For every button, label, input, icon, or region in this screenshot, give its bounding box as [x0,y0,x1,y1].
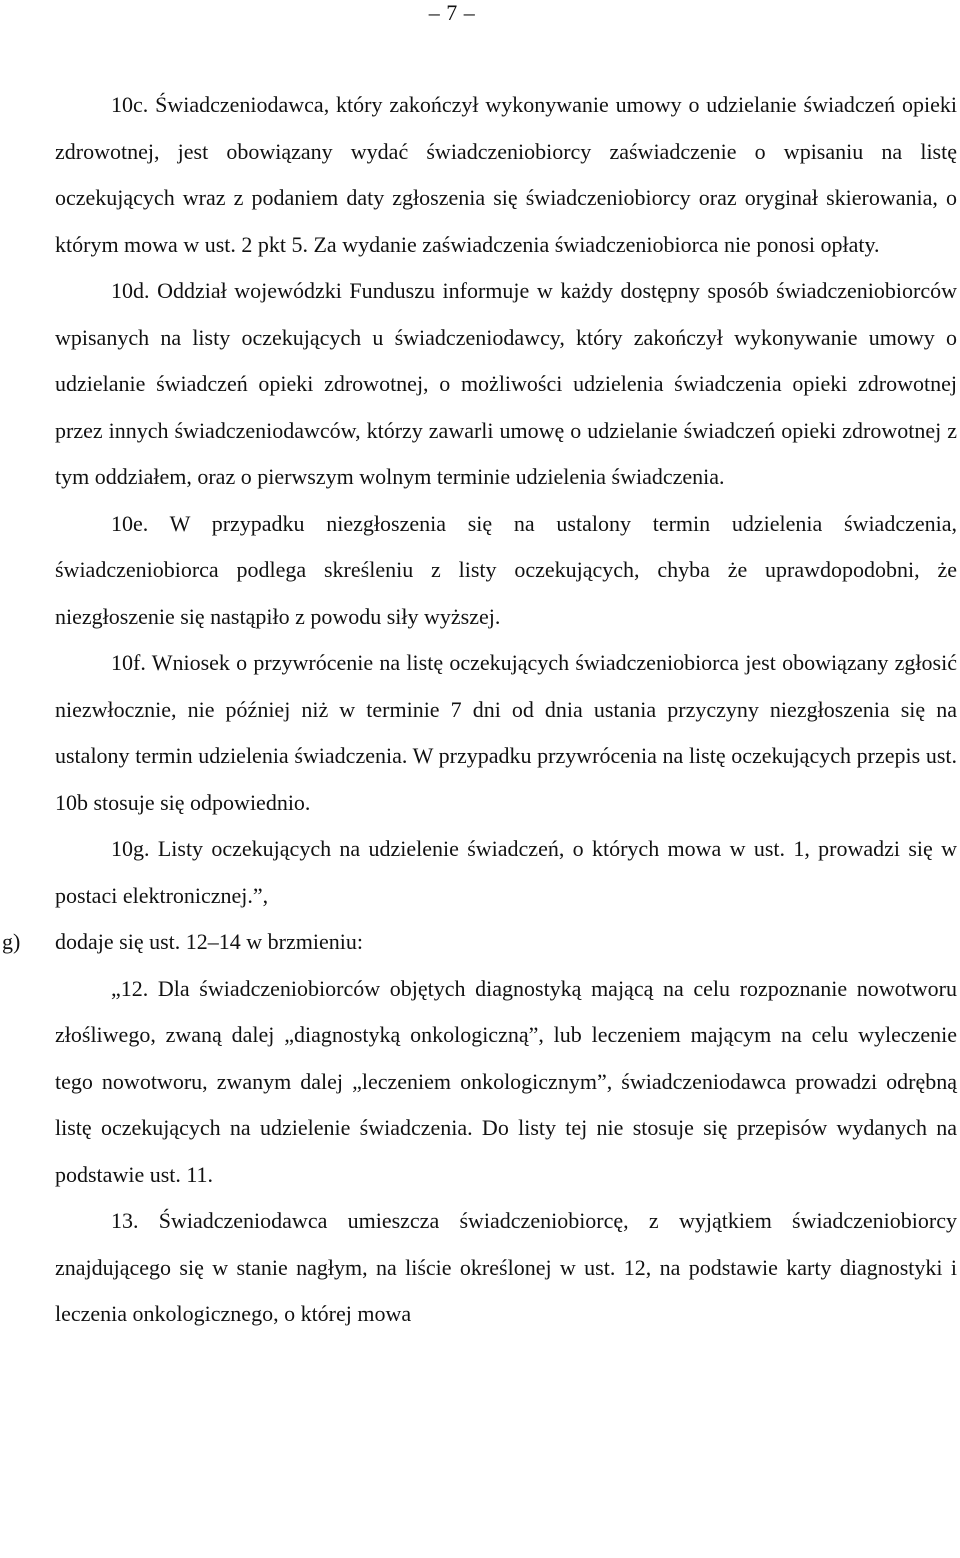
list-marker-g: g) [2,929,21,954]
paragraph-10f: 10f. Wniosek o przywrócenie na listę oczekujących świadczeniobiorca jest obowiązany zgłosić niezwłocznie, nie później niż w terminie 7 dni od dnia ustania przyczyny niezgłoszenia się na ustalony termin udzielenia świadczenia. W przypadku przywrócenia na listę oczekujących przepis ust. 10b stosuje się odpowiednio. [55,650,957,815]
document-body [2,82,957,1338]
list-item-g-text: dodaje się ust. 12–14 w brzmieniu: [55,929,363,954]
list-item-g [2,919,957,966]
paragraph-12: „12. Dla świadczeniobiorców objętych diagnostyką mającą na celu rozpoznanie nowotworu złośliwego, zwaną dalej „diagnostyką onkologiczną”, lub leczeniem mającym na celu wyleczenie tego nowotworu, zwanym dalej „leczeniem onkologicznym”, świadczeniodawca prowadzi odrębną listę oczekujących na udzielenie świadczenia. Do listy tej nie stosuje się przepisów wydanych na podstawie ust. 11. [55,975,957,1187]
paragraph-13: 13. Świadczeniodawca umieszcza świadczeniobiorcę, z wyjątkiem świadczeniobiorcy znajdującego się w stanie nagłym, na liście określonej w ust. 12, na podstawie karty diagnostyki i leczenia onkologicznego, o której mowa [55,1208,957,1326]
paragraph-10c: 10c. Świadczeniodawca, który zakończył wykonywanie umowy o udzielanie świadczeń opieki zdrowotnej, jest obowiązany wydać świadczeniobiorcy zaświadczenie o wpisaniu na listę oczekujących wraz z podaniem daty zgłoszenia się świadczeniobiorcy oraz oryginał skierowania, o którym mowa w ust. 2 pkt 5. Za wydanie zaświadczenia świadczeniobiorca nie ponosi opłaty. [55,92,957,257]
paragraph-10d: 10d. Oddział wojewódzki Funduszu informuje w każdy dostępny sposób świadczeniobiorców wpisanych na listy oczekujących u świadczeniodawcy, który zakończył wykonywanie umowy o udzielanie świadczeń opieki zdrowotnej, o możliwości udzielenia świadczenia opieki zdrowotnej przez innych świadczeniodawców, którzy zawarli umowę o udzielanie świadczeń opieki zdrowotnej z tym oddziałem, oraz o pierwszym wolnym terminie udzielenia świadczenia. [55,278,957,489]
paragraph-10g: 10g. Listy oczekujących na udzielenie świadczeń, o których mowa w ust. 1, prowadzi się w postaci elektronicznej.”, [55,836,957,908]
paragraph-10e: 10e. W przypadku niezgłoszenia się na ustalony termin udzielenia świadczenia, świadczeniobiorca podlega skreśleniu z listy oczekujących, chyba że uprawdopodobni, że niezgłoszenie się nastąpiło z powodu siły wyższej. [55,510,957,629]
page-number: – 7 – [428,0,476,25]
